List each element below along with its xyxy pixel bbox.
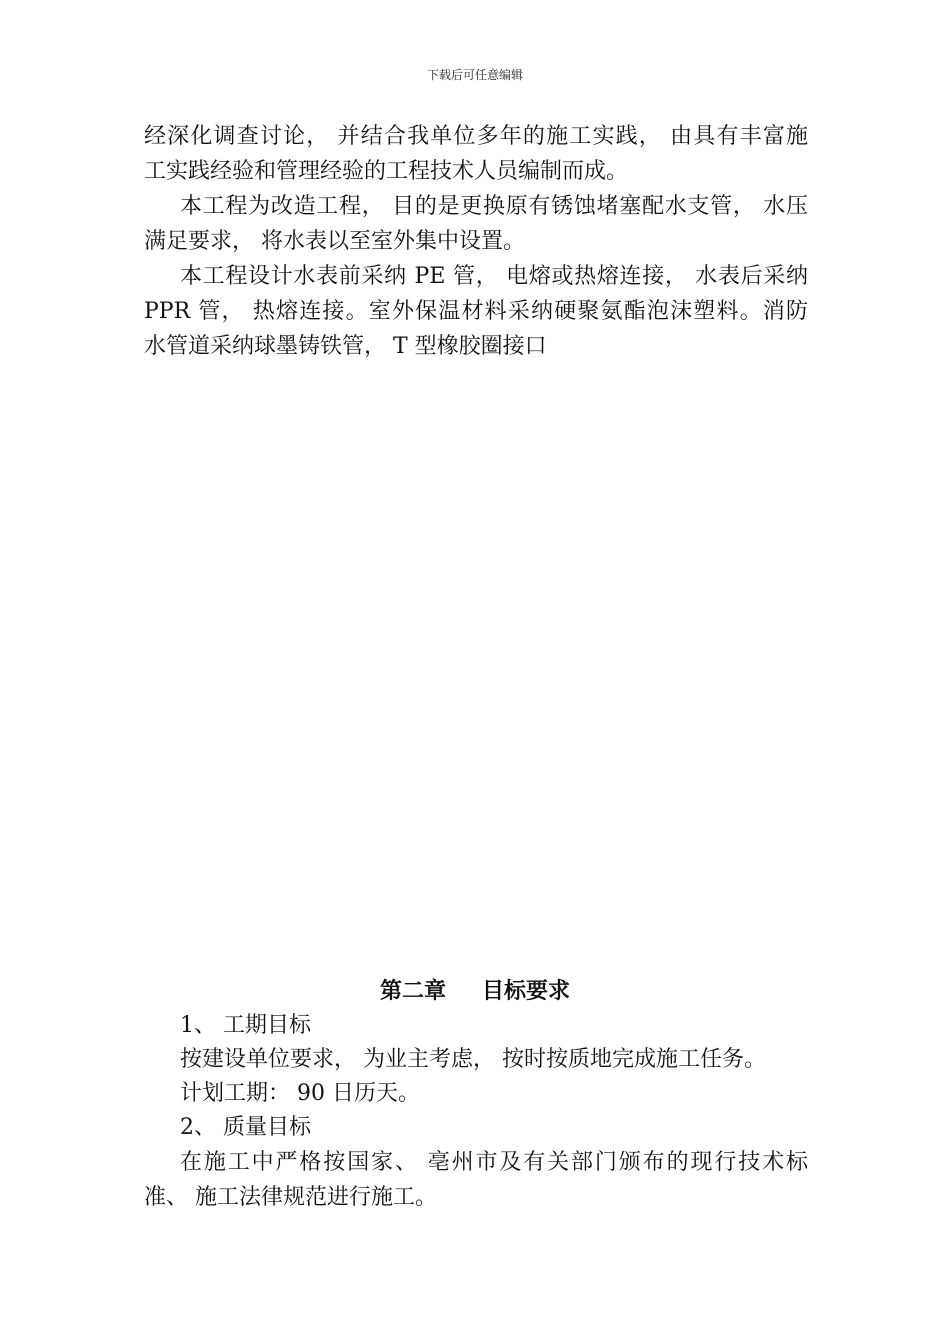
paragraph-line: 水管道采纳球墨铸铁管， T 型橡胶圈接口 [144, 334, 547, 359]
paragraph-line: 准、 施工法律规范进行施工。 [144, 1185, 437, 1210]
chapter-heading [0, 975, 950, 1009]
paragraph-line: 工实践经验和管理经验的工程技术人员编制而成。 [144, 159, 629, 184]
paragraph-line: 计划工期： 90 日历天。 [180, 1081, 420, 1106]
paragraph-line: 本工程为改造工程， 目的是更换原有锈蚀堵塞配水支管， 水压 [180, 194, 808, 219]
paragraph-line: PPR 管， 热熔连接。室外保温材料采纳硬聚氨酯泡沫塑料。消防 [144, 299, 808, 324]
goal-heading: 2、 质量目标 [180, 1115, 311, 1140]
page-header: 下载后可任意编辑 [426, 68, 523, 82]
paragraph-line: 按建设单位要求， 为业主考虑， 按时按质地完成施工任务。 [180, 1047, 766, 1072]
paragraph-line: 在施工中严格按国家、 亳州市及有关部门颁布的现行技术标 [180, 1150, 808, 1175]
paragraph-line: 经深化调查讨论， 并结合我单位多年的施工实践， 由具有丰富施 [144, 124, 808, 149]
paragraph-line: 本工程设计水表前采纳 PE 管， 电熔或热熔连接， 水表后采纳 [180, 264, 808, 289]
paragraph-line: 满足要求， 将水表以至室外集中设置。 [144, 229, 525, 254]
chapter-number: 第二章 [379, 979, 446, 1004]
goal-heading: 1、 工期目标 [180, 1013, 311, 1038]
chapter-title: 目标要求 [482, 979, 571, 1004]
